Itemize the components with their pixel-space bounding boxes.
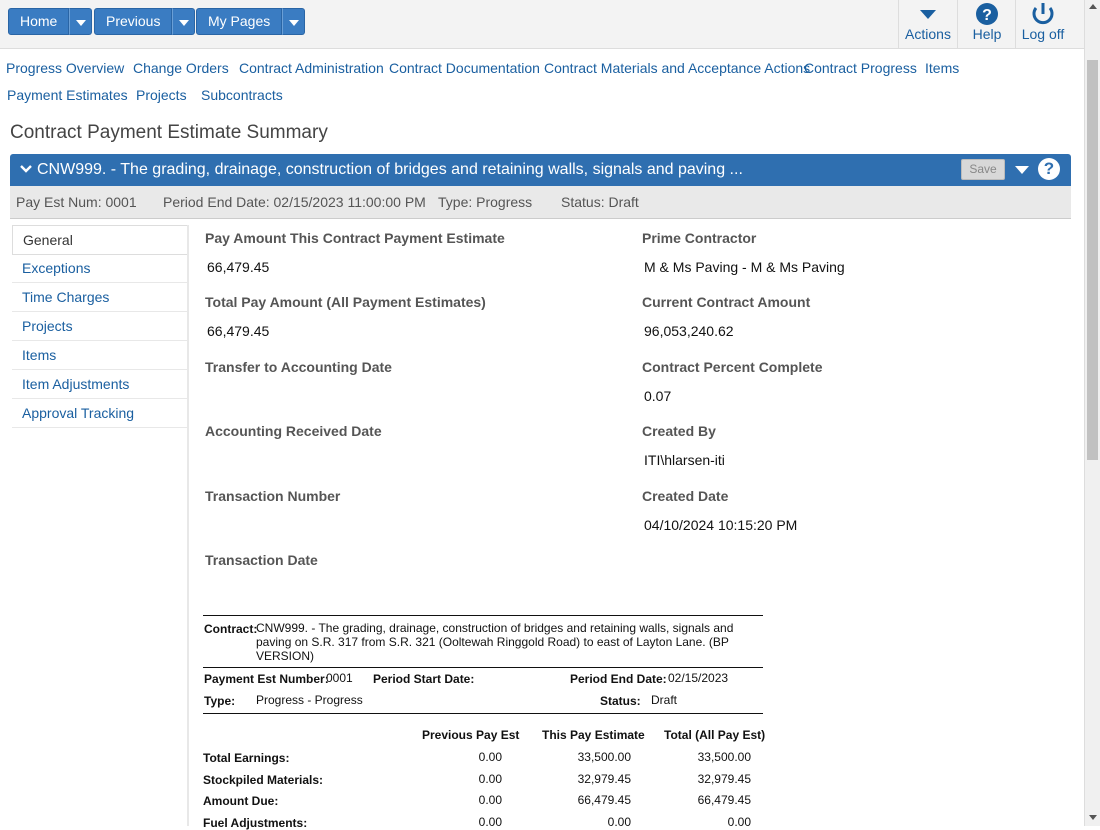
created-by-value: ITI\hlarsen-iti (644, 452, 725, 468)
report-type-label: Type: (204, 694, 236, 708)
prime-contractor-label: Prime Contractor (642, 230, 757, 246)
previous-button-group (94, 8, 195, 35)
report-pay-est-number-label: Payment Est Number: (204, 672, 329, 686)
scroll-down-arrow-icon[interactable] (1089, 815, 1097, 820)
top-toolbar (0, 0, 1084, 49)
report-contract-line1: CNW999. - The grading, drainage, construction of bridges and retaining walls, signals and (256, 621, 734, 635)
contract-title: CNW999. - The grading, drainage, construction of bridges and retaining walls, signals and paving ... (37, 161, 743, 178)
estimate-type: Type: Progress (438, 194, 533, 210)
row-total: 66,479.45 (697, 793, 751, 807)
estimate-info-bar (10, 186, 1071, 219)
accounting-received-label: Accounting Received Date (205, 423, 382, 439)
contract-header-bar (10, 154, 1071, 186)
tab-label: Items (22, 347, 57, 363)
col-total-all-pay-est: Total (All Pay Est) (664, 728, 766, 742)
tab-divider (187, 225, 189, 826)
percent-complete-value: 0.07 (644, 388, 672, 404)
report-period-end: 02/15/2023 (668, 671, 729, 685)
percent-complete-label: Contract Percent Complete (642, 359, 823, 375)
vertical-scrollbar[interactable] (1084, 0, 1100, 826)
svg-text:?: ? (982, 7, 992, 24)
actions-menu[interactable] (898, 0, 957, 48)
my-pages-button[interactable]: My Pages (196, 8, 282, 35)
tab-projects[interactable] (12, 312, 187, 341)
nav-link-contract-documentation[interactable]: Contract Documentation (389, 60, 540, 76)
tab-label: General (23, 232, 73, 248)
report-contract-label: Contract: (204, 622, 258, 636)
report-period-start-label: Period Start Date: (373, 672, 475, 686)
total-pay-label: Total Pay Amount (All Payment Estimates) (205, 294, 486, 310)
tab-approval-tracking[interactable] (12, 399, 187, 428)
page-title: Contract Payment Estimate Summary (10, 122, 328, 143)
report-status-label: Status: (600, 694, 641, 708)
report-contract-line3: VERSION) (256, 649, 315, 663)
tab-label: Projects (22, 318, 73, 334)
report-divider (203, 615, 763, 616)
nav-link-subcontracts[interactable]: Subcontracts (201, 87, 283, 103)
help-label: Help (972, 26, 1002, 42)
tab-label: Exceptions (22, 260, 91, 276)
row-prev: 0.00 (478, 772, 502, 786)
row-label: Stockpiled Materials: (203, 773, 324, 787)
tab-label: Item Adjustments (22, 376, 130, 392)
row-this: 66,479.45 (577, 793, 631, 807)
row-label: Total Earnings: (203, 751, 290, 765)
logoff-menu[interactable] (1015, 0, 1070, 48)
my-pages-dropdown-caret[interactable] (282, 8, 305, 35)
created-date-value: 04/10/2024 10:15:20 PM (644, 517, 798, 533)
col-this-pay-estimate: This Pay Estimate (542, 728, 645, 742)
header-help-icon[interactable]: ? (1038, 158, 1060, 180)
report-contract-line2: paving on S.R. 317 from S.R. 321 (Ooltewah Ringgold Road) to east of Layton Lane. (BP (256, 635, 729, 649)
home-button[interactable]: Home (8, 8, 69, 35)
nav-link-contract-administration[interactable]: Contract Administration (239, 60, 384, 76)
row-prev: 0.00 (478, 750, 502, 764)
home-dropdown-caret[interactable] (69, 8, 92, 35)
pay-amount-label: Pay Amount This Contract Payment Estimate (205, 230, 505, 246)
row-total: 32,979.45 (697, 772, 751, 786)
total-pay-value: 66,479.45 (207, 323, 270, 339)
actions-label: Actions (905, 26, 951, 42)
tab-general[interactable] (12, 225, 187, 255)
my-pages-button-group (196, 8, 305, 35)
prime-contractor-value: M & Ms Paving - M & Ms Paving (644, 259, 845, 275)
col-previous-pay-est: Previous Pay Est (422, 728, 520, 742)
tab-items[interactable] (12, 341, 187, 370)
pay-est-num: Pay Est Num: 0001 (16, 194, 137, 210)
report-pay-est-number: 0001 (326, 671, 353, 685)
nav-link-items[interactable]: Items (925, 60, 960, 76)
period-end-date: Period End Date: 02/15/2023 11:00:00 PM (163, 194, 426, 210)
report-divider (203, 667, 763, 668)
power-icon (1016, 2, 1070, 26)
report-status: Draft (651, 693, 678, 707)
collapse-chevron-icon[interactable] (19, 162, 33, 176)
row-label: Fuel Adjustments: (203, 816, 308, 830)
tab-item-adjustments[interactable] (12, 370, 187, 399)
pay-amount-value: 66,479.45 (207, 259, 270, 275)
nav-link-contract-progress[interactable]: Contract Progress (804, 60, 917, 76)
nav-link-progress-overview[interactable]: Progress Overview (6, 60, 125, 76)
transaction-number-label: Transaction Number (205, 488, 341, 504)
scrollbar-thumb[interactable] (1087, 60, 1098, 460)
report-type: Progress - Progress (256, 693, 363, 707)
row-prev: 0.00 (478, 793, 502, 807)
row-this: 32,979.45 (577, 772, 631, 786)
previous-dropdown-caret[interactable] (172, 8, 195, 35)
row-this: 33,500.00 (577, 750, 631, 764)
current-amount-value: 96,053,240.62 (644, 323, 734, 339)
row-label: Amount Due: (203, 794, 279, 808)
estimate-status: Status: Draft (561, 194, 639, 210)
help-menu[interactable] (957, 0, 1016, 48)
report-period-end-label: Period End Date: (570, 672, 667, 686)
nav-link-payment-estimates[interactable]: Payment Estimates (7, 87, 128, 103)
row-total: 0.00 (727, 815, 751, 829)
row-prev: 0.00 (478, 815, 502, 829)
logoff-label: Log off (1021, 26, 1065, 42)
tab-exceptions[interactable] (12, 254, 187, 283)
home-button-group (8, 8, 92, 35)
tab-label: Time Charges (22, 289, 110, 305)
created-date-label: Created Date (642, 488, 729, 504)
report-divider (203, 713, 763, 714)
row-total: 33,500.00 (697, 750, 751, 764)
help-icon (958, 2, 1016, 26)
current-amount-label: Current Contract Amount (642, 294, 811, 310)
previous-button[interactable]: Previous (94, 8, 172, 35)
nav-link-change-orders[interactable]: Change Orders (133, 60, 229, 76)
tab-time-charges[interactable] (12, 283, 187, 312)
caret-down-icon (899, 2, 957, 26)
transfer-date-label: Transfer to Accounting Date (205, 359, 392, 375)
save-button[interactable]: Save (961, 159, 1005, 180)
nav-link-projects[interactable]: Projects (136, 87, 187, 103)
nav-link-contract-materials[interactable]: Contract Materials and Acceptance Actions (544, 60, 811, 76)
header-dropdown-icon[interactable] (1015, 166, 1029, 174)
scroll-up-arrow-icon[interactable] (1089, 4, 1097, 9)
created-by-label: Created By (642, 423, 716, 439)
tab-label: Approval Tracking (22, 405, 135, 421)
row-this: 0.00 (607, 815, 631, 829)
transaction-date-label: Transaction Date (205, 552, 318, 568)
